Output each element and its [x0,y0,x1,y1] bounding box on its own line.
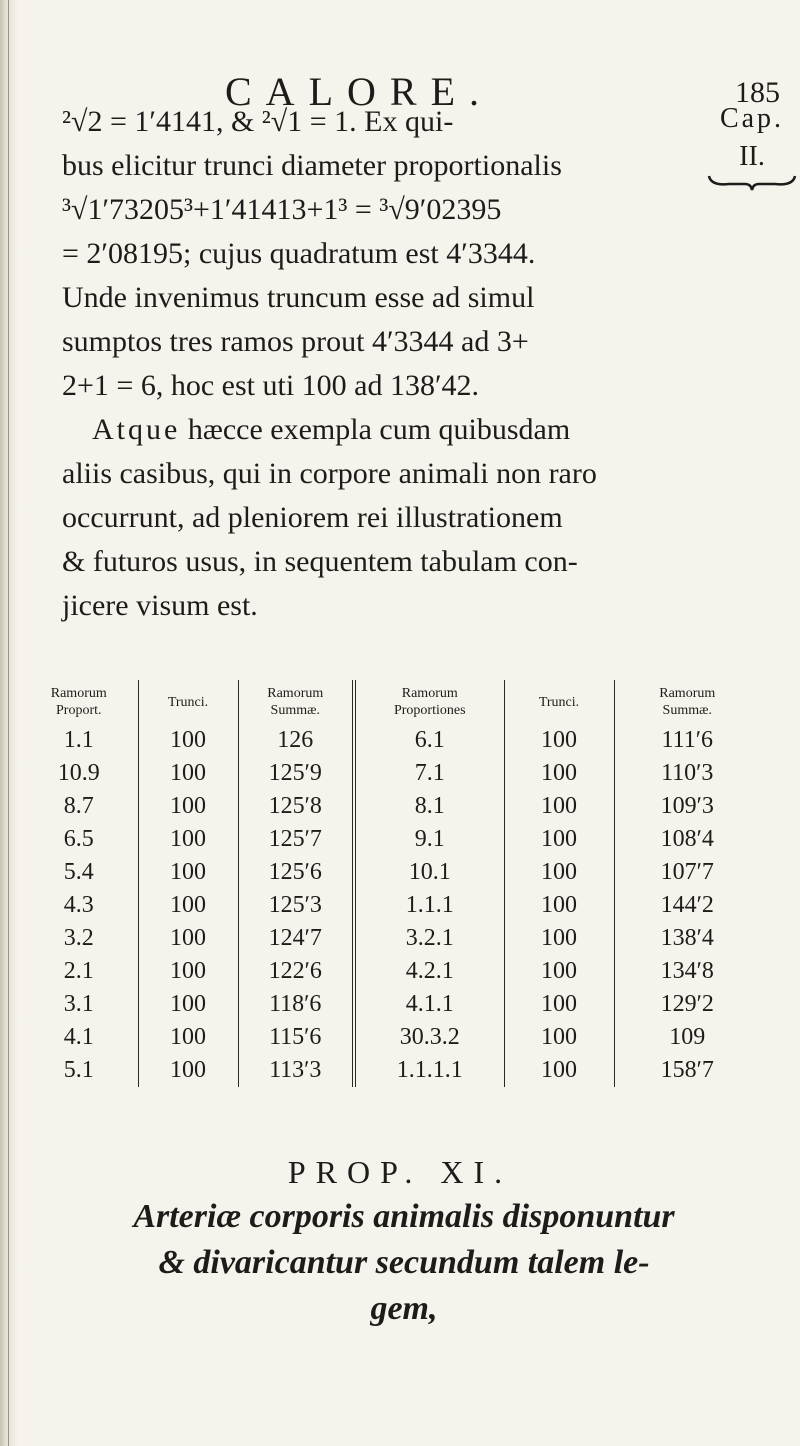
cell: 100 [138,889,238,922]
cell: 10.9 [57,760,100,786]
cell: 4.1 [63,1024,94,1050]
cell: 110ʹ3 [614,757,760,790]
page-binding-edge [0,0,18,1446]
cell: 100 [504,988,614,1021]
body-line: aliis casibus, qui in corpore animali non raro [62,457,597,490]
table-header-row [20,680,760,724]
cell: 5.4 [63,859,94,885]
cell: 100 [504,922,614,955]
small-caps-word: Atque [92,413,181,446]
cell: 100 [504,757,614,790]
cell: 7.1 [354,757,504,790]
cell: 10.1 [354,856,504,889]
chapter-number: II. [739,141,765,172]
table-row [20,1021,760,1054]
cell: 109 [614,1021,760,1054]
header-ramorum-proport: Ramorum Proport. [50,686,107,718]
cell: 100 [138,1054,238,1087]
cell: 125ʹ6 [238,856,354,889]
proposition-line: & divaricantur secundum talem le- [158,1244,650,1281]
page-number: 185 [735,76,780,109]
cell: 100 [138,955,238,988]
chapter-cap: Cap. [719,103,785,134]
cell: 100 [138,988,238,1021]
cell: 100 [138,724,238,757]
cell: 1.1.1 [354,889,504,922]
cell: 100 [138,757,238,790]
cell: 100 [138,823,238,856]
cell: 111ʹ6 [614,724,760,757]
body-line: & futuros usus, in sequentem tabulam con- [62,545,578,578]
proposition-line: Arteriæ corporis animalis disponuntur [133,1198,675,1235]
body-line: = 2ʹ08195; cujus quadratum est 4ʹ3344. [62,237,536,270]
table-row [20,757,760,790]
cell: 100 [504,724,614,757]
proposition-line: gem, [370,1290,438,1327]
body-line: 2+1 = 6, hoc est uti 100 ad 138ʹ42. [62,369,480,402]
cell: 4.2.1 [354,955,504,988]
proposition-statement [84,1194,724,1332]
cell: 125ʹ3 [238,889,354,922]
cell: 100 [504,790,614,823]
body-line-atque [62,408,722,452]
table-row [20,823,760,856]
table-row [20,856,760,889]
header-trunci: Trunci. [138,680,238,724]
cell: 100 [504,955,614,988]
table-row [20,988,760,1021]
table-row [20,790,760,823]
cell: 30.3.2 [354,1021,504,1054]
header-ramorum-proportiones: Ramorum Proportiones [354,680,504,724]
proposition-heading: PROP. XI. [287,1154,513,1190]
cell: 107ʹ7 [614,856,760,889]
cell: 6.1 [354,724,504,757]
running-title: CALORE. [225,69,493,114]
cell: 118ʹ6 [238,988,354,1021]
cell: 100 [504,1021,614,1054]
proportions-table [20,680,760,1087]
cell: 100 [138,922,238,955]
cell: 1.1 [63,727,94,753]
header-ramorum-summae: Ramorum Summæ. [238,680,354,724]
cell: 4.1.1 [354,988,504,1021]
cell: 113ʹ3 [238,1054,354,1087]
cell: 3.1 [63,991,94,1017]
cell: 109ʹ3 [614,790,760,823]
cell: 100 [504,856,614,889]
body-line: ²√2 = 1ʹ4141, & ²√1 = 1. Ex qui- [62,105,454,138]
cell: 6.5 [63,826,94,852]
cell: 4.3 [63,892,94,918]
cell: 9.1 [354,823,504,856]
cell: 125ʹ9 [238,757,354,790]
cell: 3.2.1 [354,922,504,955]
body-line-rest: hæcce exempla cum quibusdam [180,413,571,446]
table-row [20,955,760,988]
body-line: jicere visum est. [62,589,258,622]
table-row [20,1054,760,1087]
cell: 5.1 [63,1057,94,1083]
cell: 100 [138,790,238,823]
cell: 125ʹ8 [238,790,354,823]
cell: 115ʹ6 [238,1021,354,1054]
cell: 1.1.1.1 [354,1054,504,1087]
cell: 100 [504,823,614,856]
cell: 8.1 [354,790,504,823]
cell: 129ʹ2 [614,988,760,1021]
cell: 100 [138,856,238,889]
table-row [20,724,760,757]
body-line: sumptos tres ramos prout 4ʹ3344 ad 3+ [62,325,529,358]
cell: 108ʹ4 [614,823,760,856]
cell: 8.7 [63,793,94,819]
cell: 122ʹ6 [238,955,354,988]
cell: 3.2 [63,925,94,951]
cell: 138ʹ4 [614,922,760,955]
cell: 100 [504,889,614,922]
cell: 134ʹ8 [614,955,760,988]
cell: 100 [138,1021,238,1054]
cell: 126 [238,724,354,757]
table-row [20,889,760,922]
body-line: ³√1ʹ73205³+1ʹ41413+1³ = ³√9ʹ02395 [62,193,502,226]
cell: 158ʹ7 [614,1054,760,1087]
header-trunci: Trunci. [504,680,614,724]
body-line: bus elicitur trunci diameter proportionalis [62,149,562,182]
body-line: occurrunt, ad pleniorem rei illustrationem [62,501,563,534]
cell: 100 [504,1054,614,1087]
cell: 124ʹ7 [238,922,354,955]
cell: 2.1 [63,958,94,984]
header-ramorum-summae: Ramorum Summæ. [614,680,760,724]
cell: 144ʹ2 [614,889,760,922]
cell: 125ʹ7 [238,823,354,856]
table-row [20,922,760,955]
body-line: Unde invenimus truncum esse ad simul [62,281,535,314]
body-paragraph [62,100,722,628]
